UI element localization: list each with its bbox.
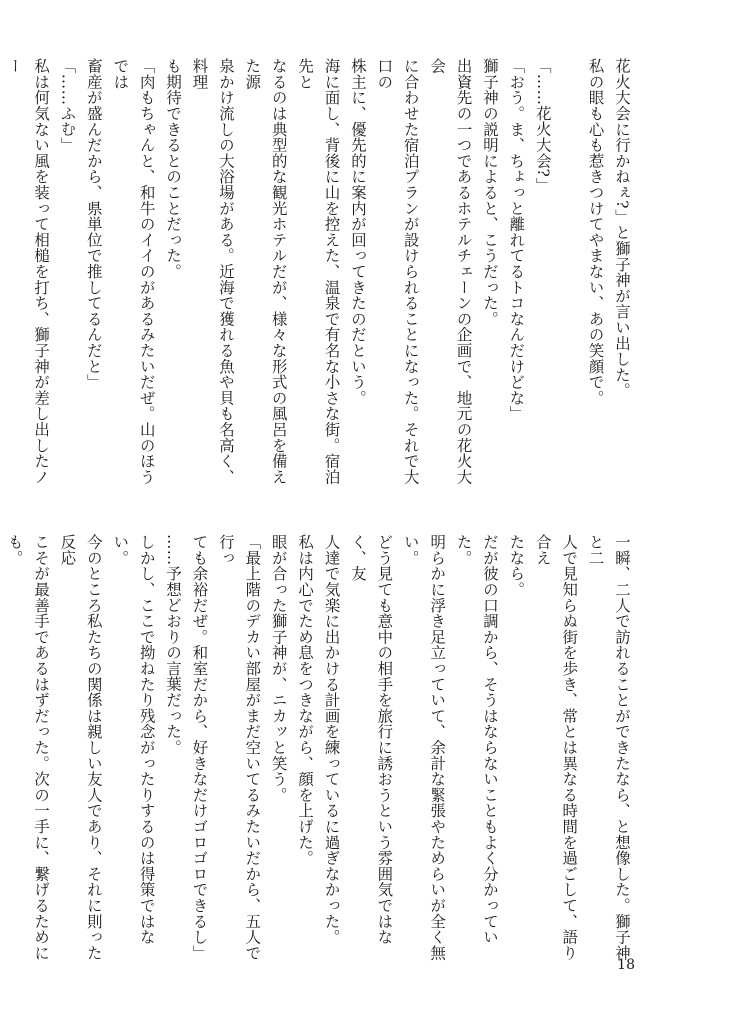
text-line: 花火大会に行かねぇ?」と獅子神が言い出した。 xyxy=(613,58,631,399)
text-line: 「肉もちゃんと、和牛のイイのがあるみたいだぜ。山のほうでは xyxy=(111,58,156,485)
text-line: 株主に、優先的に案内が回ってきたのだという。 xyxy=(348,58,367,406)
text-line: 泉かけ流しの大浴場がある。近海で獲れる魚や貝も名高く、料理 xyxy=(190,58,235,485)
text-line: 人達で気楽に出かける計画を練っているに過ぎなかった。 xyxy=(322,534,341,945)
text-line: 畜産が盛んだから、県単位で推してるんだと」 xyxy=(84,58,103,390)
text-block-bottom xyxy=(5,534,635,964)
text-line: なるのは典型的な観光ホテルだが、様々な形式の風呂を備えた源 xyxy=(243,58,288,485)
text-line: 私の眼も心も惹きつけてやまない、あの笑顔で。 xyxy=(586,58,605,406)
text-line: どう見ても意中の相手を旅行に誘おうという雰囲気ではなく、友 xyxy=(348,534,394,945)
text-line: 人で見知らぬ街を歩き、常とは異なる時間を過ごして、語り合え xyxy=(533,534,579,961)
text-line: 眼が合った獅子神が、ニカッと笑う。 xyxy=(269,534,288,803)
text-line: だが彼の口調から、そうはならないこともよく分かっていた。 xyxy=(454,534,499,945)
text-line: ても余裕だぜ。和室だから、好きなだけゴロゴロできるし」 xyxy=(190,534,209,961)
text-line xyxy=(0,534,1,964)
text-line: 私は内心でため息をつきながら、顔を上げた。 xyxy=(296,534,315,866)
text-line: 獅子神の説明によると、こうだった。 xyxy=(480,58,499,327)
text-line: たなら。 xyxy=(507,534,526,598)
text-line: 海に面し、背後に山を控えた、温泉で有名な小さな街。宿泊先と xyxy=(296,58,341,485)
text-line: こそが最善手であるはずだった。次の一手に、繋げるためにも。 xyxy=(5,534,51,961)
text-block-top xyxy=(5,58,635,488)
text-line: に合わせた宿泊プランが設けられることになった。それで大口の xyxy=(375,58,420,485)
text-line: 私は何気ない風を装って相槌を打ち、獅子神が差し出したノー xyxy=(5,58,51,485)
text-line: 「最上階のデカい部屋がまだ空いてるみたいだから、五人で行っ xyxy=(216,534,262,961)
text-line xyxy=(556,58,582,488)
text-line: 「……ふむ」 xyxy=(58,58,77,153)
text-line: 今のところ私たちの関係は親しい友人であり、それに則った反応 xyxy=(58,534,103,961)
text-line xyxy=(0,58,1,488)
text-line: 「おう。ま、ちょっと離れてるトコなんだけどな」 xyxy=(507,58,526,422)
text-line: ……予想どおりの言葉だった。 xyxy=(164,534,183,756)
text-line: 明らかに浮き足立っていて、余計な緊張やためらいが全く無い。 xyxy=(401,534,447,961)
page-number: 18 xyxy=(617,957,635,973)
text-line: も期待できるとのことだった。 xyxy=(164,58,183,280)
text-line: 「……花火大会?」 xyxy=(533,58,552,194)
text-line: 出資先の一つであるホテルチェーンの企画で、地元の花火大会 xyxy=(428,58,473,485)
text-line: 一瞬、二人で訪れることができたなら、と想像した。獅子神と二 xyxy=(586,534,631,961)
text-line: しかし、ここで拗ねたり残念がったりするのは得策ではない。 xyxy=(111,534,156,945)
